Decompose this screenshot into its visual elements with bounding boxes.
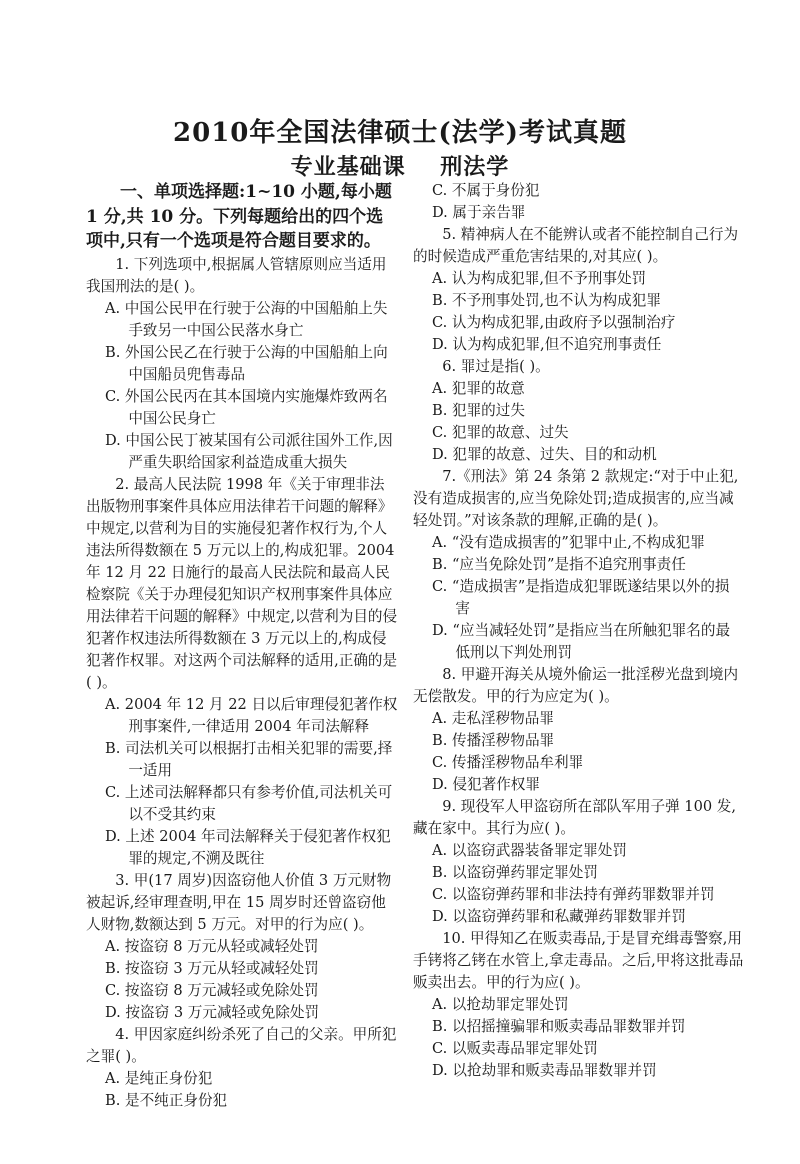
answer-option: A. 中国公民甲在行驶于公海的中国船舶上失手致另一中国公民落水身亡 (104, 299, 388, 339)
page-subtitle: 专业基础课 刑法学 (290, 154, 510, 180)
answer-option: D. 认为构成犯罪,但不追究刑事责任 (431, 336, 662, 353)
answer-option: B. 是不纯正身份犯 (104, 1091, 228, 1109)
answer-option: A. 按盗窃 8 万元从轻或减轻处罚 (104, 937, 319, 955)
answer-option: B. 外国公民乙在行驶于公海的中国船舶上向中国船员兜售毒品 (104, 343, 388, 383)
answer-option: B. 以招摇撞骗罪和贩卖毒品罪数罪并罚 (431, 1018, 686, 1035)
answer-option: A. 认为构成犯罪,但不予刑事处罚 (431, 270, 647, 287)
answer-option: D. 侵犯著作权罪 (431, 776, 540, 793)
answer-option: A. 2004 年 12 月 22 日以后审理侵犯著作权刑事案件,一律适用 2004 年司法解释 (104, 695, 398, 735)
question-text: 7.《刑法》第 24 条第 2 款规定:“对于中止犯,没有造成损害的,应当免除处罚;造成损害的,应当减轻处罚。”对该条款的理解,正确的是( )。 (413, 468, 739, 529)
question-text: 4. 甲因家庭纠纷杀死了自己的父亲。甲所犯之罪( )。 (86, 1025, 397, 1065)
answer-option: D. 按盗窃 3 万元减轻或免除处罚 (104, 1003, 320, 1021)
answer-option: A. 走私淫秽物品罪 (431, 710, 554, 727)
answer-option: D. 属于亲告罪 (431, 204, 526, 221)
answer-option: C. 犯罪的故意、过失 (431, 424, 569, 441)
answer-option: A. “没有造成损害的”犯罪中止,不构成犯罪 (431, 534, 705, 551)
answer-option: C. 外国公民丙在其本国境内实施爆炸致两名中国公民身亡 (104, 387, 388, 427)
answer-option: C. 不属于身份犯 (431, 182, 540, 199)
answer-option: D. 以抢劫罪和贩卖毒品罪数罪并罚 (431, 1062, 657, 1079)
answer-option: D. 以盗窃弹药罪和私藏弹药罪数罪并罚 (431, 908, 686, 925)
answer-option: D. “应当减轻处罚”是指应当在所触犯罪名的最低刑以下判处刑罚 (431, 622, 731, 661)
section-heading: 一、单项选择题:1~10 小题,每小题 1 分,共 10 分。下列每题给出的四个选项中,只有一个选项是符合题目要求的。 (86, 182, 392, 251)
question-text: 6. 罪过是指( )。 (442, 358, 550, 375)
answer-option: A. 犯罪的故意 (431, 380, 525, 397)
answer-option: B. 司法机关可以根据打击相关犯罪的需要,择一适用 (104, 739, 393, 779)
answer-option: B. “应当免除处罚”是指不追究刑事责任 (431, 556, 686, 573)
answer-option: C. 认为构成犯罪,由政府予以强制治疗 (431, 314, 676, 331)
answer-option: A. 是纯正身份犯 (104, 1069, 213, 1087)
answer-option: B. 不予刑事处罚,也不认为构成犯罪 (431, 292, 661, 309)
answer-option: A. 以抢劫罪定罪处罚 (431, 996, 569, 1013)
question-text: 5. 精神病人在不能辨认或者不能控制自己行为的时候造成严重危害结果的,对其应( )。 (413, 226, 739, 265)
answer-option: B. 传播淫秽物品罪 (431, 732, 555, 749)
page-title: 2010年全国法律硕士(法学)考试真题 (173, 118, 627, 148)
answer-option: B. 以盗窃弹药罪定罪处罚 (431, 864, 598, 881)
answer-option: B. 按盗窃 3 万元从轻或减轻处罚 (104, 959, 319, 977)
question-text: 9. 现役军人甲盗窃所在部队军用子弹 100 发,藏在家中。其行为应( )。 (413, 798, 737, 837)
answer-option: B. 犯罪的过失 (431, 402, 525, 419)
answer-option: C. 上述司法解释都只有参考价值,司法机关可以不受其约束 (104, 783, 393, 823)
right-column (413, 180, 744, 1082)
answer-option: C. 以盗窃弹药罪和非法持有弹药罪数罪并罚 (431, 886, 715, 903)
answer-option: A. 以盗窃武器装备罪定罪处罚 (431, 842, 627, 859)
answer-option: D. 中国公民丁被某国有公司派往国外工作,因严重失职给国家利益造成重大损失 (104, 431, 393, 471)
answer-option: C. 以贩卖毒品罪定罪处罚 (431, 1040, 598, 1057)
question-text: 10. 甲得知乙在贩卖毒品,于是冒充缉毒警察,用手铐将乙铐在水管上,拿走毒品。之后,甲将这批毒品贩卖出去。甲的行为应( )。 (413, 930, 744, 991)
question-text: 3. 甲(17 周岁)因盗窃他人价值 3 万元财物被起诉,经审理查明,甲在 15 周岁时还曾盗窃他人财物,数额达到 5 万元。对甲的行为应( )。 (86, 871, 392, 933)
question-text: 8. 甲避开海关从境外偷运一批淫秽光盘到境内无偿散发。甲的行为应定为( )。 (413, 666, 739, 705)
question-text: 2. 最高人民法院 1998 年《关于审理非法出版物刑事案件具体应用法律若干问题的解释》中规定,以营利为目的实施侵犯著作权行为,个人违法所得数额在 5 万元以上的,构成犯罪。2004 年 12 月 22 日施行的最高人民法院和最高人民检察院《关于办理侵犯知识产权刑事案件具体应用法律若干问题的解释》中规定,以营利为目的侵犯著作权违法所得数额在 3 万元以上的,构成侵犯著作权罪。对这两个司法解释的适用,正确的是( )。 (86, 475, 398, 691)
question-text: 1. 下列选项中,根据属人管辖原则应当适用我国刑法的是( )。 (86, 255, 387, 295)
answer-option: D. 上述 2004 年司法解释关于侵犯著作权犯罪的规定,不溯及既往 (104, 827, 391, 867)
answer-option: C. “造成损害”是指造成犯罪既遂结果以外的损害 (431, 578, 730, 617)
answer-option: D. 犯罪的故意、过失、目的和动机 (431, 446, 657, 463)
left-column (86, 180, 399, 1112)
answer-option: C. 按盗窃 8 万元减轻或免除处罚 (104, 981, 319, 999)
answer-option: C. 传播淫秽物品牟利罪 (431, 754, 584, 771)
